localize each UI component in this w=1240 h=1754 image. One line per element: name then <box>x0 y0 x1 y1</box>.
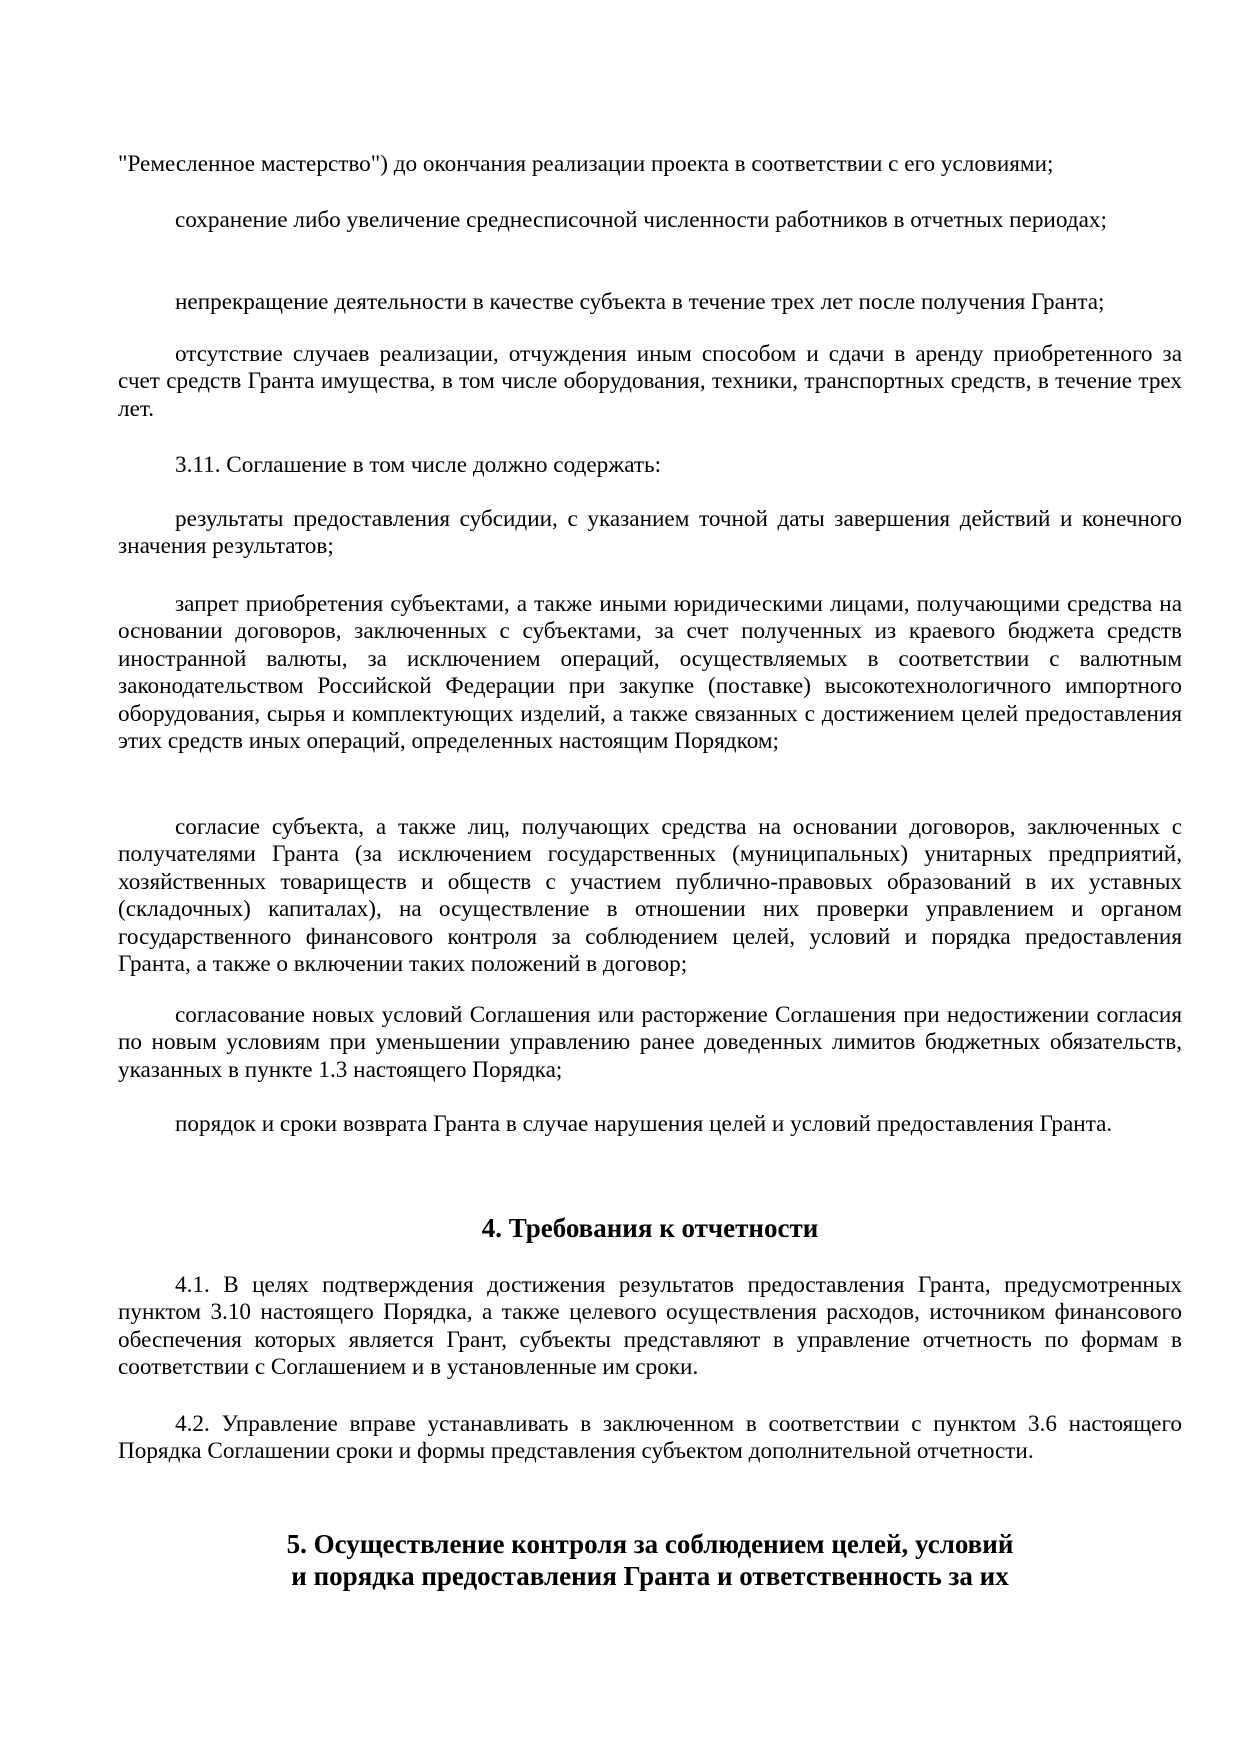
paragraph-results: результаты предоставления субсидии, с указанием точной даты завершения действий и конечного значения результатов; <box>118 506 1182 560</box>
paragraph-4-2: 4.2. Управление вправе устанавливать в заключенном в соответствии с пунктом 3.6 настоящего Порядка Соглашении сроки и формы представления субъектом дополнительной отчетности. <box>118 1411 1182 1465</box>
paragraph-4-1: 4.1. В целях подтверждения достижения результатов предоставления Гранта, предусмотренных пунктом 3.10 настоящего Порядка, а также целевого осуществления расходов, источником финансового обеспечения которых является Грант, субъекты представляют в управление отчетность по формам в соответствии с Соглашением и в установленные им сроки. <box>118 1272 1182 1381</box>
section-4-heading: 4. Требования к отчетности <box>481 1213 819 1243</box>
paragraph-consent: согласие субъекта, а также лиц, получающих средства на основании договоров, заключенных с получателями Гранта (за исключением государственных (муниципальных) унитарных предприятий, хозяйственных товариществ и обществ с участием публично-правовых образований в их уставных (складочных) капиталах), на осуществление в отношении них проверки управлением и органом государственного финансового контроля за соблюдением целей, условий и порядка предоставления Гранта, а также о включении таких положений в договор; <box>118 814 1182 978</box>
paragraph-continuation: "Ремесленное мастерство") до окончания реализации проекта в соответствии с его условиями; <box>118 151 1054 177</box>
section-5-heading-line-1: 5. Осуществление контроля за соблюдением целей, условий <box>286 1529 1014 1559</box>
paragraph-currency-ban: запрет приобретения субъектами, а также иными юридическими лицами, получающими средства на основании договоров, заключенных с субъектами, за счет полученных из краевого бюджета средств иностранной валюты, за исключением операций, осуществляемых в соответствии с валютным законодательством Российской Федерации при закупке (поставке) высокотехнологичного импортного оборудования, сырья и комплектующих изделий, а также связанных с достижением целей предоставления этих средств иных операций, определенных настоящим Порядком; <box>118 591 1182 755</box>
paragraph-no-termination: непрекращение деятельности в качестве субъекта в течение трех лет после получения Гранта; <box>175 289 1105 315</box>
paragraph-no-disposal: отсутствие случаев реализации, отчуждения иным способом и сдачи в аренду приобретенного за счет средств Гранта имущества, в том числе оборудования, техники, транспортных средств, в течение трех лет. <box>118 341 1182 422</box>
paragraph-new-terms: согласование новых условий Соглашения или расторжение Соглашения при недостижении согласия по новым условиям при уменьшении управлению ранее доведенных лимитов бюджетных обязательств, указанных в пункте 1.3 настоящего Порядка; <box>118 1002 1182 1083</box>
section-5-heading-line-2: и порядка предоставления Гранта и ответственность за их <box>291 1561 1009 1591</box>
paragraph-refund: порядок и сроки возврата Гранта в случае нарушения целей и условий предоставления Гранта. <box>175 1111 1113 1137</box>
paragraph-3-11: 3.11. Соглашение в том числе должно содержать: <box>175 452 662 478</box>
paragraph-headcount: сохранение либо увеличение среднесписочной численности работников в отчетных периодах; <box>175 207 1107 233</box>
section-5-heading <box>118 1528 1182 1592</box>
